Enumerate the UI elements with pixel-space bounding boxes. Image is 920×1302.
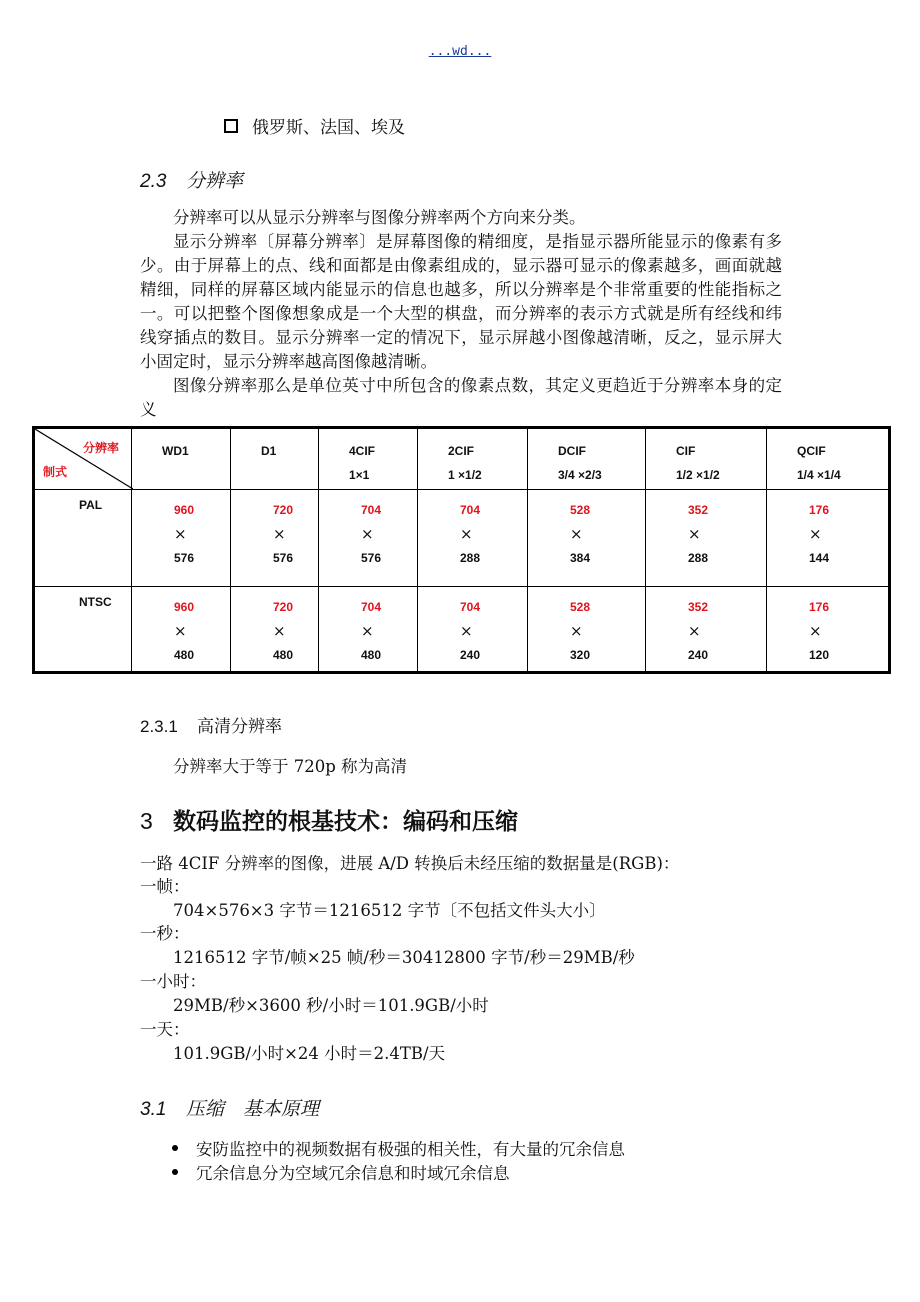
column-header: [132, 428, 231, 490]
table-cell: [418, 490, 528, 587]
row-label: PAL: [79, 498, 103, 512]
corner-label-resolution: 分辨率: [82, 441, 119, 455]
section-title: 压缩 基本原理: [186, 1099, 320, 1120]
section-title: 数码监控的根基技术：编码和压缩: [173, 808, 518, 834]
height-value: 288: [688, 551, 709, 565]
section-3-heading: [140, 803, 518, 836]
paragraph-1: 分辨率可以从显示分辨率与图像分辨率两个方向来分类。: [173, 208, 586, 227]
width-value: 352: [688, 503, 709, 517]
width-value: 960: [174, 600, 195, 614]
table-cell: [231, 490, 319, 587]
width-value: 720: [273, 600, 294, 614]
times-sign: ×: [570, 525, 583, 543]
table-cell: [418, 587, 528, 673]
height-value: 144: [809, 551, 830, 565]
bullet-dot-icon: [172, 1169, 178, 1175]
height-value: 120: [809, 648, 830, 662]
height-value: 480: [273, 648, 294, 662]
column-header: [528, 428, 646, 490]
width-value: 528: [570, 503, 591, 517]
column-header: [767, 428, 890, 490]
times-sign: ×: [273, 525, 286, 543]
calc-hour-value: 29MB/秒×3600 秒/小时＝101.9GB/小时: [173, 996, 489, 1015]
width-value: 528: [570, 600, 591, 614]
calc-frame-label: 一帧：: [140, 877, 190, 896]
height-value: 384: [570, 551, 591, 565]
hd-definition-text: 分辨率大于等于 720p 称为高清: [173, 757, 408, 776]
section-2-3-1-heading: [140, 712, 282, 737]
width-value: 704: [361, 503, 382, 517]
column-header: [646, 428, 767, 490]
column-ratio: 1 ×1/2: [448, 468, 482, 482]
width-value: 704: [460, 600, 481, 614]
row-label-cell: [34, 587, 132, 673]
height-value: 576: [361, 551, 382, 565]
column-name: 4CIF: [349, 444, 376, 458]
table-cell: [231, 587, 319, 673]
table-cell: [646, 490, 767, 587]
times-sign: ×: [174, 622, 187, 640]
table-cell: [767, 490, 890, 587]
times-sign: ×: [570, 622, 583, 640]
table-cell: [646, 587, 767, 673]
width-value: 176: [809, 503, 830, 517]
times-sign: ×: [273, 622, 286, 640]
times-sign: ×: [361, 525, 374, 543]
table-cell: [319, 490, 418, 587]
table-row-ntsc: [34, 587, 890, 673]
corner-label-standard: 制式: [43, 465, 68, 479]
row-label: NTSC: [79, 595, 112, 609]
column-name: CIF: [676, 444, 696, 458]
times-sign: ×: [174, 525, 187, 543]
table-cell: [528, 587, 646, 673]
column-name: D1: [261, 444, 277, 458]
column-header: [418, 428, 528, 490]
height-value: 480: [174, 648, 195, 662]
table-cell: [319, 587, 418, 673]
corner-diagonal: [35, 429, 133, 489]
column-name: DCIF: [558, 444, 586, 458]
table-header-row: [34, 428, 890, 490]
section-number: 2.3.1: [140, 717, 178, 736]
section-number: 3: [140, 808, 153, 834]
height-value: 576: [174, 551, 195, 565]
width-value: 704: [460, 503, 481, 517]
height-value: 576: [273, 551, 294, 565]
resolution-paragraphs: [140, 206, 782, 422]
width-value: 704: [361, 600, 382, 614]
paragraph-2: 显示分辨率〔屏幕分辨率〕是屏幕图像的精细度，是指显示器所能显示的像素有多少。由于屏幕上的点、线和面都是由像素组成的，显示器可显示的像素越多，画面就越精细，同样的屏幕区域内能显示的信息也越多，所以分辨率是个非常重要的性能指标之一。可以把整个图像想象成是一个大型的棋盘，而分辨率的表示方式就是所有经线和纬线穿插点的数目。显示分辨率一定的情况下，显示屏越小图像越清晰，反之，显示屏大小固定时，显示分辨率越高图像越清晰。: [140, 232, 782, 371]
column-name: QCIF: [797, 444, 826, 458]
table-cell: [767, 587, 890, 673]
corner-cell: [34, 428, 132, 490]
calc-day-label: 一天：: [140, 1020, 190, 1039]
height-value: 288: [460, 551, 481, 565]
column-header: [231, 428, 319, 490]
times-sign: ×: [460, 622, 473, 640]
bullet-dot-icon: [172, 1145, 178, 1151]
column-ratio: 1/4 ×1/4: [797, 468, 841, 482]
square-bullet-icon: [224, 119, 238, 133]
row-label-cell: [34, 490, 132, 587]
section-number: 3.1: [140, 1099, 167, 1120]
calc-frame-value: 704×576×3 字节＝1216512 字节〔不包括文件头大小〕: [173, 901, 606, 920]
column-name: WD1: [162, 444, 189, 458]
countries-text: 俄罗斯、法国、埃及: [252, 118, 405, 138]
times-sign: ×: [688, 622, 701, 640]
resolution-table: [32, 426, 891, 674]
height-value: 240: [460, 648, 481, 662]
calc-intro: 一路 4CIF 分辨率的图像，进展 A/D 转换后未经压缩的数据量是(RGB)：: [140, 854, 680, 873]
times-sign: ×: [460, 525, 473, 543]
section-title: 分辨率: [186, 171, 244, 192]
calc-hour-label: 一小时：: [140, 972, 206, 991]
calc-day-value: 101.9GB/小时×24 小时＝2.4TB/天: [173, 1044, 446, 1063]
section-3-1-heading: [140, 1094, 319, 1121]
width-value: 960: [174, 503, 195, 517]
column-ratio: 3/4 ×2/3: [558, 468, 602, 482]
height-value: 240: [688, 648, 709, 662]
width-value: 720: [273, 503, 294, 517]
section-number: 2.3: [140, 171, 167, 192]
list-item: [172, 1160, 510, 1184]
countries-bullet: [224, 113, 405, 138]
times-sign: ×: [688, 525, 701, 543]
column-ratio: 1/2 ×1/2: [676, 468, 720, 482]
table-cell: [132, 587, 231, 673]
section-2-3-heading: [140, 166, 243, 193]
column-ratio: 1×1: [349, 468, 370, 482]
list-item: [172, 1136, 625, 1160]
times-sign: ×: [809, 622, 822, 640]
calc-second-value: 1216512 字节/帧×25 帧/秒＝30412800 字节/秒＝29MB/秒: [173, 948, 635, 967]
table-cell: [528, 490, 646, 587]
table-row-pal: [34, 490, 890, 587]
list-item-text: 冗余信息分为空域冗余信息和时域冗余信息: [196, 1164, 510, 1183]
column-name: 2CIF: [448, 444, 475, 458]
height-value: 320: [570, 648, 591, 662]
width-value: 176: [809, 600, 830, 614]
list-item-text: 安防监控中的视频数据有极强的相关性，有大量的冗余信息: [196, 1140, 625, 1159]
header-mark: ...wd...: [428, 44, 492, 59]
width-value: 352: [688, 600, 709, 614]
times-sign: ×: [361, 622, 374, 640]
table-cell: [132, 490, 231, 587]
paragraph-3: 图像分辨率那么是单位英寸中所包含的像素点数，其定义更趋近于分辨率本身的定义: [140, 376, 782, 419]
times-sign: ×: [809, 525, 822, 543]
section-title: 高清分辨率: [197, 717, 282, 736]
column-header: [319, 428, 418, 490]
height-value: 480: [361, 648, 382, 662]
calc-second-label: 一秒：: [140, 924, 190, 943]
